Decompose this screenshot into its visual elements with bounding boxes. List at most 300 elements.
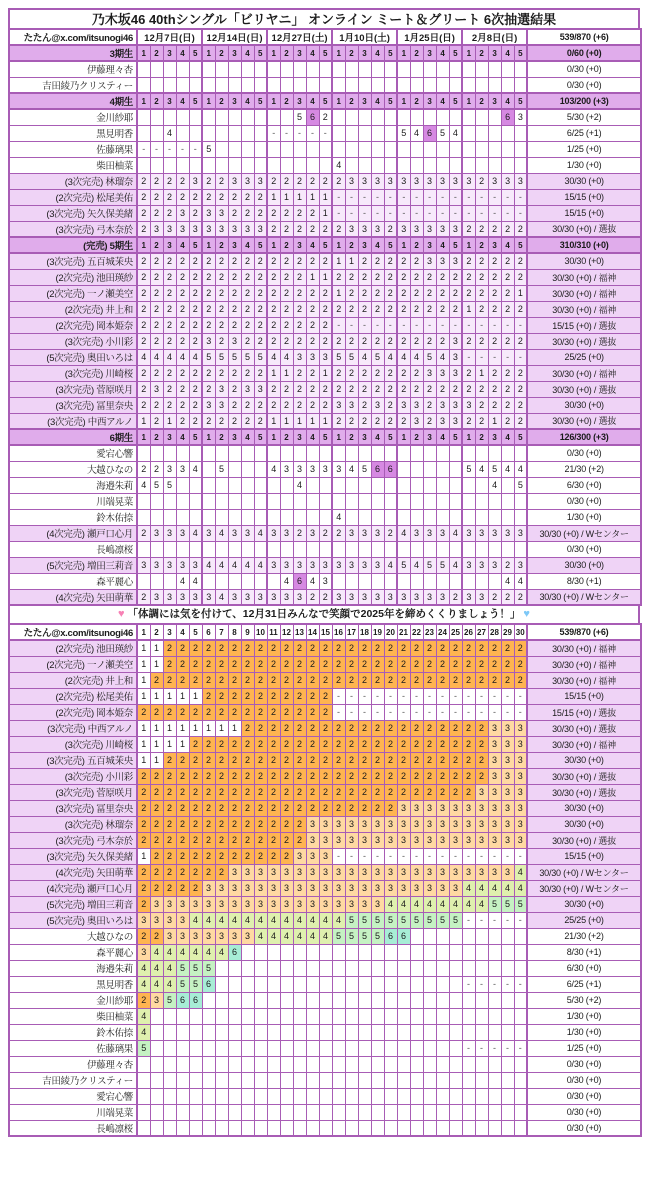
slot-number-cell: 4 [306,237,319,253]
slot-cell: - [410,189,423,205]
slot-cell [371,141,384,157]
slot-cell: 2 [514,656,527,672]
member-name: 長嶋凛桜 [9,541,137,557]
slot-cell: - [332,317,345,333]
slot-cell: 2 [163,317,176,333]
slot-cell [345,477,358,493]
slot-cell [293,509,306,525]
slot-cell: 3 [254,173,267,189]
slot-cell: 2 [475,381,488,397]
slot-cell [241,61,254,77]
slot-cell: 3 [254,880,267,896]
column-number-header: 24 [436,624,449,640]
slot-cell: 2 [215,864,228,880]
slot-cell [345,1056,358,1072]
slot-cell: 1 [163,736,176,752]
slot-cell [267,477,280,493]
slot-cell: 3 [475,557,488,573]
slot-cell [449,1024,462,1040]
slot-cell: - [462,205,475,221]
slot-cell: 4 [345,461,358,477]
slot-cell: 2 [384,381,397,397]
slot-cell [449,1056,462,1072]
slot-cell: 3 [254,589,267,605]
slot-cell: - [423,688,436,704]
slot-cell: 2 [254,848,267,864]
slot-cell: 6 [397,928,410,944]
member-name: 鈴木佑捺 [9,509,137,525]
slot-cell: 2 [384,752,397,768]
slot-cell [449,1104,462,1120]
slot-cell [423,445,436,461]
slot-cell: 3 [449,221,462,237]
slot-cell: 5 [332,928,345,944]
slot-cell [397,1120,410,1136]
slot-cell: 2 [462,736,475,752]
slot-cell [176,1056,189,1072]
slot-cell: 2 [384,525,397,541]
member-result: 30/30 (+0) / 選抜 [527,333,641,349]
slot-number-cell: 3 [423,45,436,61]
slot-cell: 3 [280,557,293,573]
slot-cell: 3 [306,880,319,896]
slot-cell: 2 [371,269,384,285]
slot-cell: 2 [319,253,332,269]
slot-cell: 4 [254,928,267,944]
slot-cell [345,141,358,157]
slot-cell: 5 [241,349,254,365]
slot-cell [345,1008,358,1024]
slot-cell: 3 [306,461,319,477]
slot-cell: 1 [150,688,163,704]
slot-cell [254,461,267,477]
slot-cell [436,477,449,493]
slot-cell: 2 [228,832,241,848]
slot-cell: 3 [228,880,241,896]
slot-cell [306,1072,319,1088]
slot-cell: 4 [254,557,267,573]
slot-cell: - [436,317,449,333]
slot-cell: 2 [358,656,371,672]
member-name: 吉田綾乃クリスティー [9,77,137,93]
member-result: 21/30 (+2) [527,928,641,944]
slot-cell: - [410,205,423,221]
slot-cell: 4 [189,349,202,365]
slot-cell: 4 [514,864,527,880]
slot-cell [254,541,267,557]
slot-cell: 2 [202,864,215,880]
slot-cell: 3 [436,525,449,541]
slot-cell [358,1040,371,1056]
slot-cell [475,992,488,1008]
slot-cell: 2 [514,413,527,429]
slot-cell: 2 [371,253,384,269]
slot-number-cell: 3 [293,93,306,109]
slot-cell [371,77,384,93]
slot-cell: 2 [267,816,280,832]
slot-cell [202,509,215,525]
slot-cell: 2 [163,189,176,205]
slot-cell: - [384,848,397,864]
slot-cell: 2 [436,768,449,784]
member-result: 15/15 (+0) / 選抜 [527,704,641,720]
slot-cell: 2 [345,672,358,688]
date-column-header: 12月14日(日) [202,29,267,45]
slot-cell: 2 [475,333,488,349]
slot-cell [436,1072,449,1088]
slot-cell: 2 [241,333,254,349]
slot-cell: 3 [319,573,332,589]
slot-cell: 2 [410,640,423,656]
slot-cell: - [384,688,397,704]
slot-cell [436,928,449,944]
slot-cell [514,125,527,141]
slot-cell [423,1040,436,1056]
member-row [9,269,641,285]
slot-cell [501,1072,514,1088]
slot-cell: 3 [189,221,202,237]
slot-cell: 2 [228,285,241,301]
slot-cell [228,157,241,173]
slot-cell: 3 [176,928,189,944]
slot-cell: 1 [345,253,358,269]
column-number-header: 30 [514,624,527,640]
slot-cell: 3 [163,525,176,541]
slot-cell: 3 [423,864,436,880]
member-result: 15/15 (+0) [527,688,641,704]
slot-cell [345,509,358,525]
slot-cell: 2 [202,800,215,816]
slot-cell: 2 [306,253,319,269]
slot-cell: 2 [254,413,267,429]
slot-cell: - [488,317,501,333]
slot-cell [514,141,527,157]
slot-number-cell: 1 [462,429,475,445]
slot-cell: 2 [501,381,514,397]
member-result: 15/15 (+0) / 選抜 [527,317,641,333]
slot-cell: 2 [436,269,449,285]
slot-cell: 2 [462,672,475,688]
slot-cell: 3 [319,864,332,880]
slot-cell [228,1008,241,1024]
slot-cell: - [462,688,475,704]
slot-cell: 2 [254,253,267,269]
slot-cell: 2 [436,301,449,317]
slot-cell [488,509,501,525]
slot-cell: 2 [267,205,280,221]
slot-cell: 4 [163,960,176,976]
slot-cell [410,541,423,557]
member-result: 5/30 (+2) [527,109,641,125]
slot-cell: 2 [345,720,358,736]
slot-cell [319,1072,332,1088]
slot-cell [449,445,462,461]
slot-cell [423,157,436,173]
slot-cell: 4 [410,557,423,573]
slot-cell: 1 [137,672,150,688]
member-name: (4次完売) 瀬戸口心月 [9,880,137,896]
slot-cell [514,928,527,944]
slot-cell [449,1088,462,1104]
slot-cell [501,477,514,493]
slot-cell [462,573,475,589]
slot-cell: - [332,704,345,720]
slot-cell: 2 [202,784,215,800]
slot-cell: 3 [163,912,176,928]
slot-cell: 3 [462,589,475,605]
slot-number-cell: 3 [228,45,241,61]
slot-cell: 3 [436,253,449,269]
slot-cell: 2 [267,656,280,672]
slot-cell [280,1120,293,1136]
slot-cell [163,1072,176,1088]
slot-cell: 2 [384,800,397,816]
slot-number-cell: 2 [280,429,293,445]
slot-cell: 2 [202,848,215,864]
slot-cell: 3 [501,736,514,752]
slot-cell: 3 [241,928,254,944]
slot-number-cell: 5 [449,45,462,61]
slot-number-cell: 3 [163,45,176,61]
slot-cell: 2 [384,413,397,429]
slot-cell: 4 [228,912,241,928]
slot-cell: 3 [436,800,449,816]
slot-cell [423,960,436,976]
slot-cell: 3 [202,221,215,237]
slot-cell: 4 [488,880,501,896]
slot-cell: 4 [475,461,488,477]
slot-cell [514,509,527,525]
slot-cell: 4 [410,349,423,365]
slot-cell [488,125,501,141]
slot-cell [514,960,527,976]
slot-cell [488,1008,501,1024]
slot-cell [501,960,514,976]
slot-cell [358,1104,371,1120]
slot-cell [150,1024,163,1040]
slot-cell: 4 [215,525,228,541]
slot-cell [319,1104,332,1120]
slot-cell [332,125,345,141]
slot-number-cell: 3 [293,237,306,253]
slot-cell: 2 [423,656,436,672]
slot-cell: 3 [215,880,228,896]
slot-cell: 2 [462,640,475,656]
slot-cell [371,1024,384,1040]
slot-cell [397,1056,410,1072]
slot-cell: 1 [267,413,280,429]
slot-cell: 3 [501,768,514,784]
slot-cell [163,1056,176,1072]
slot-cell [345,61,358,77]
slot-cell: 2 [241,269,254,285]
slot-cell: - [371,848,384,864]
slot-cell [449,541,462,557]
slot-cell: 2 [163,333,176,349]
slot-cell [423,77,436,93]
slot-cell [280,1072,293,1088]
slot-number-cell: 1 [462,45,475,61]
slot-cell: 2 [319,397,332,413]
slot-cell: 5 [384,912,397,928]
slot-cell: 2 [215,688,228,704]
date-column-header: 1月25日(日) [397,29,462,45]
slot-cell: 3 [345,880,358,896]
slot-cell: 4 [137,1024,150,1040]
slot-cell [306,1008,319,1024]
slot-cell: 2 [228,752,241,768]
slot-cell: 2 [254,397,267,413]
slot-cell [475,125,488,141]
column-number-header: 28 [488,624,501,640]
slot-cell: 2 [215,704,228,720]
slot-cell: 3 [501,784,514,800]
slot-cell: 2 [332,672,345,688]
slot-cell [436,109,449,125]
slot-number-cell: 4 [436,45,449,61]
slot-number-cell: 4 [176,45,189,61]
slot-cell: 2 [319,656,332,672]
slot-cell: 4 [215,589,228,605]
slot-cell [215,1088,228,1104]
slot-cell [397,157,410,173]
slot-cell [410,960,423,976]
slot-cell: 1 [319,269,332,285]
slot-cell [345,944,358,960]
slot-cell: 3 [163,896,176,912]
slot-cell [319,445,332,461]
slot-cell: 4 [449,557,462,573]
slot-cell [501,1056,514,1072]
slot-cell: 2 [397,365,410,381]
slot-cell: 5 [371,349,384,365]
member-name: (3次完売) 小川彩 [9,333,137,349]
slot-cell: 2 [228,784,241,800]
slot-cell [384,509,397,525]
slot-cell: 2 [215,173,228,189]
slot-cell: 3 [150,589,163,605]
slot-cell [176,477,189,493]
slot-cell: 1 [202,720,215,736]
column-number-header: 29 [501,624,514,640]
slot-cell [384,109,397,125]
slot-cell: 3 [202,928,215,944]
member-name: 海邉朱莉 [9,477,137,493]
slot-cell: 2 [215,253,228,269]
slot-cell: 2 [345,285,358,301]
slot-cell [358,992,371,1008]
slot-number-cell: 4 [436,429,449,445]
slot-cell: 3 [280,525,293,541]
member-result: 30/30 (+0) [527,896,641,912]
slot-number-cell: 5 [449,237,462,253]
slot-cell [228,125,241,141]
member-name: (2次完売) 池田瑛紗 [9,640,137,656]
slot-cell: 1 [462,301,475,317]
slot-cell: 3 [397,864,410,880]
member-row [9,896,641,912]
slot-cell: 2 [423,269,436,285]
slot-cell [332,944,345,960]
slot-cell: 3 [384,173,397,189]
slot-number-cell: 1 [202,429,215,445]
slot-cell [397,1008,410,1024]
slot-number-cell: 2 [150,429,163,445]
slot-cell [280,77,293,93]
slot-cell: 5 [332,349,345,365]
slot-cell: 3 [449,333,462,349]
slot-cell: 2 [449,768,462,784]
slot-cell [241,1056,254,1072]
slot-cell [423,1072,436,1088]
slot-cell: 2 [163,816,176,832]
slot-cell [215,541,228,557]
slot-cell: 2 [254,784,267,800]
slot-cell: 2 [267,381,280,397]
date-column-header: 1月10日(土) [332,29,397,45]
slot-cell [410,1040,423,1056]
slot-cell: 4 [449,525,462,541]
slot-cell: 2 [384,672,397,688]
slot-cell: 2 [436,640,449,656]
member-row [9,1056,641,1072]
member-name: (2次完売) 一ノ瀬美空 [9,656,137,672]
slot-cell: 2 [514,397,527,413]
slot-cell: - [137,141,150,157]
member-result: 30/30 (+0) [527,800,641,816]
member-name: (3次完売) 川崎桜 [9,736,137,752]
member-result: 30/30 (+0) / 福神 [527,656,641,672]
slot-cell [150,109,163,125]
slot-cell [358,976,371,992]
slot-cell: 3 [436,173,449,189]
slot-cell [241,1008,254,1024]
slot-cell [384,445,397,461]
slot-number-cell: 2 [215,93,228,109]
slot-cell: 2 [397,333,410,349]
slot-cell: 3 [293,864,306,880]
slot-cell [267,157,280,173]
slot-cell: - [345,848,358,864]
slot-cell [462,1008,475,1024]
slot-cell: 2 [150,784,163,800]
column-number-header: 8 [228,624,241,640]
slot-cell [293,960,306,976]
slot-cell: 4 [163,125,176,141]
slot-cell: 2 [215,189,228,205]
slot-cell: 3 [319,557,332,573]
slot-cell: - [475,1040,488,1056]
member-row [9,317,641,333]
member-name: (2次完売) 松尾美佑 [9,688,137,704]
slot-cell [501,928,514,944]
slot-cell [345,1072,358,1088]
slot-cell: 4 [501,880,514,896]
date-column-header: 2月8日(日) [462,29,527,45]
slot-cell: 2 [163,784,176,800]
slot-cell: 2 [241,189,254,205]
slot-cell: 1 [163,720,176,736]
slot-cell: 3 [345,173,358,189]
slot-cell: 4 [215,912,228,928]
member-result: 1/30 (+0) [527,509,641,525]
slot-cell: 2 [332,413,345,429]
slot-cell [163,509,176,525]
slot-cell [397,541,410,557]
slot-cell [397,77,410,93]
slot-cell: - [358,189,371,205]
slot-cell [384,541,397,557]
